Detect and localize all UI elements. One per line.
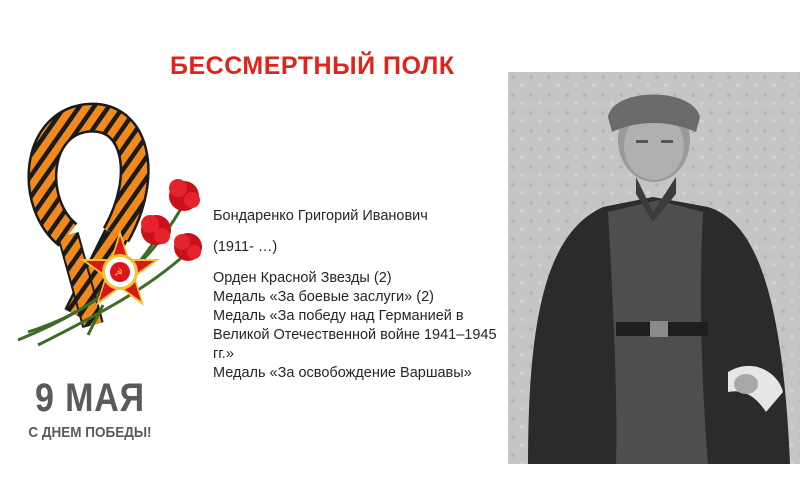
soldier-name: Бондаренко Григорий Иванович	[213, 208, 428, 224]
svg-text:☭: ☭	[114, 268, 123, 279]
st-george-ribbon-icon	[42, 118, 134, 325]
award-item: Медаль «За победу над Германией в Великой Отечественной войне 1941–1945 гг.»	[213, 308, 497, 362]
awards-list	[213, 269, 508, 383]
page-title: БЕССМЕРТНЫЙ ПОЛК	[170, 52, 455, 80]
award-item: Медаль «За боевые заслуги» (2)	[213, 289, 434, 305]
soldier-years: (1911- …)	[213, 239, 278, 255]
victory-day-caption	[20, 376, 160, 442]
victory-day-emblem	[8, 100, 213, 355]
award-item: Медаль «За освобождение Варшавы»	[213, 365, 472, 381]
greeting-label: С ДНЕМ ПОБЕДЫ!	[28, 424, 152, 441]
date-label: 9 МАЯ	[35, 376, 145, 420]
soldier-info	[213, 207, 508, 383]
soldier-portrait-photo	[508, 72, 800, 464]
award-item: Орден Красной Звезды (2)	[213, 270, 392, 286]
